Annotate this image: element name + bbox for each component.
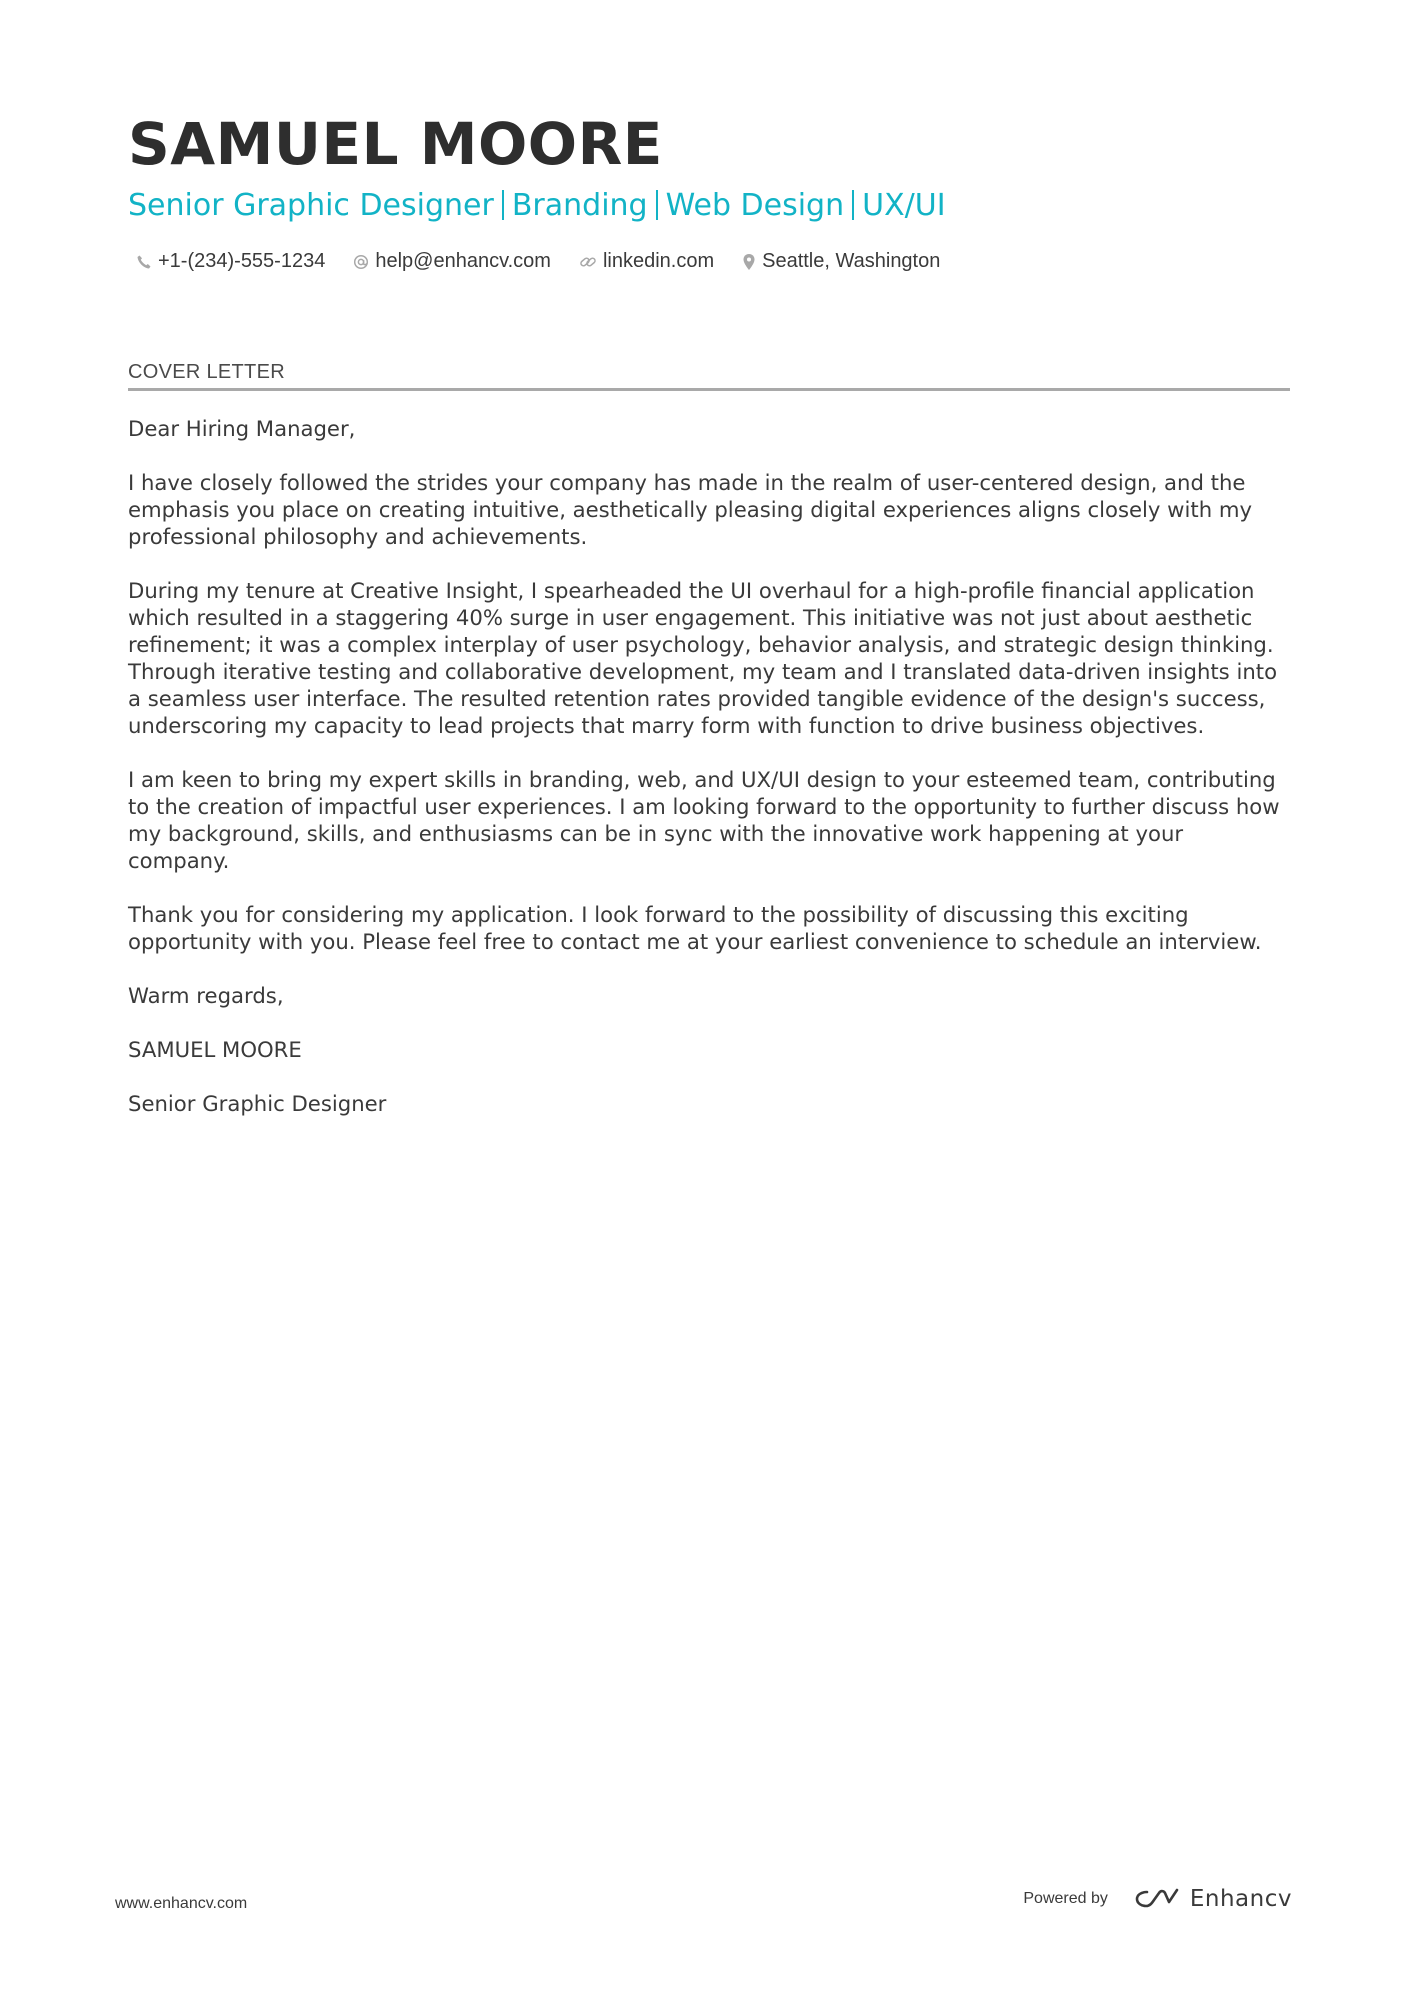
headline-item: UX/UI xyxy=(862,188,946,223)
section-title: COVER LETTER xyxy=(128,361,285,383)
contact-info xyxy=(136,250,1290,273)
headline-item: Web Design xyxy=(665,188,845,223)
section-divider xyxy=(128,388,1290,391)
letter-paragraph: I have closely followed the strides your company has made in the realm of user-centered design, and the emphasis you place on creating intuitive, aesthetically pleasing digital experiences aligns closely with my professional philosophy and achievements. xyxy=(128,470,1253,549)
headline-separator xyxy=(656,190,658,220)
letter-paragraph: Thank you for considering my application. I look forward to the possibility of discussing this exciting opportunity with you. Please feel free to contact me at your earliest convenience to schedule an interview. xyxy=(128,902,1262,954)
location-pin-icon xyxy=(742,253,756,271)
headline xyxy=(128,184,1290,228)
signature-title: Senior Graphic Designer xyxy=(128,1091,387,1116)
phone-icon xyxy=(136,254,152,270)
resume-header xyxy=(128,108,1290,273)
headline-separator xyxy=(502,190,504,220)
contact-website[interactable] xyxy=(579,250,714,273)
candidate-name: SAMUEL MOORE xyxy=(128,110,663,178)
salutation: Dear Hiring Manager, xyxy=(128,416,356,441)
contact-email[interactable] xyxy=(353,250,551,273)
headline-item: Senior Graphic Designer xyxy=(128,188,494,223)
link-icon xyxy=(579,254,597,270)
website-text: linkedin.com xyxy=(602,250,715,272)
headline-item: Branding xyxy=(511,188,648,223)
letter-paragraph: During my tenure at Creative Insight, I spearheaded the UI overhaul for a high-profile financial application which resulted in a staggering 40% surge in user engagement. This initiative was not just about aesthetic refinement; it was a complex interplay of user psychology, behavior analysis, and strategic design thinking. Through iterative testing and collaborative development, my team and I translated data-driven insights into a seamless user interface. The resulted retention rates provided tangible evidence of the design's success, underscoring my capacity to lead projects that marry form with function to drive business objectives. xyxy=(128,578,1278,738)
closing: Warm regards, xyxy=(128,983,284,1008)
footer-website-link[interactable]: www.enhancv.com xyxy=(115,1895,248,1912)
contact-phone xyxy=(136,250,325,273)
location-text: Seattle, Washington xyxy=(762,250,941,272)
letter-body xyxy=(128,415,1290,1117)
signature-name: SAMUEL MOORE xyxy=(128,1037,302,1062)
powered-by-label: Powered by xyxy=(1023,1890,1108,1907)
brand-wordmark: Enhancv xyxy=(1189,1886,1292,1912)
cover-letter-section xyxy=(128,360,1290,1144)
letter-paragraph: I am keen to bring my expert skills in branding, web, and UX/UI design to your esteemed team, contributing to the creation of impactful user experiences. I am looking forward to the opportunity to further discuss how my background, skills, and enthusiasms can be in sync with the innovative work happening at your company. xyxy=(128,767,1280,873)
contact-location xyxy=(742,250,940,273)
phone-text: +1-(234)-555-1234 xyxy=(158,250,326,272)
enhancv-logo-icon xyxy=(1134,1887,1180,1911)
footer-branding xyxy=(1023,1886,1292,1912)
at-icon xyxy=(353,254,369,270)
email-text: help@enhancv.com xyxy=(375,250,551,272)
headline-separator xyxy=(852,190,854,220)
